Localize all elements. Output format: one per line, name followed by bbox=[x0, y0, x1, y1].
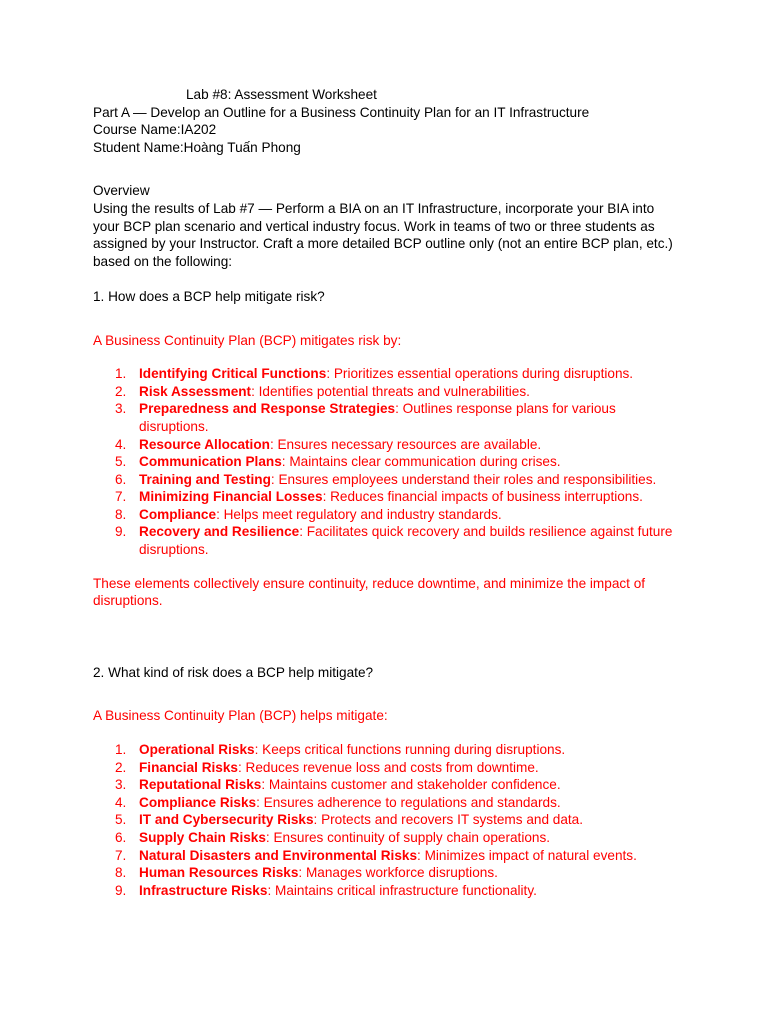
question-2: 2. What kind of risk does a BCP help mitigate? bbox=[93, 664, 374, 680]
list-item: 1. Identifying Critical Functions: Prioritizes essential operations during disruptions. bbox=[115, 366, 634, 382]
list-item: 7. Natural Disasters and Environmental Risks: Minimizes impact of natural events. bbox=[115, 847, 637, 863]
list-item: 2. Risk Assessment: Identifies potential threats and vulnerabilities. bbox=[115, 383, 530, 399]
list-item: 9. Infrastructure Risks: Maintains critical infrastructure functionality. bbox=[115, 882, 537, 898]
list-item: 8. Human Resources Risks: Manages workforce disruptions. bbox=[115, 865, 498, 881]
part-heading: Part A — Develop an Outline for a Business Continuity Plan for an IT Infrastructure bbox=[93, 104, 590, 120]
course-name: Course Name:IA202 bbox=[93, 122, 217, 138]
overview-text: Using the results of Lab #7 — Perform a BIA on an IT Infrastructure, incorporate your BIA into your BCP plan scenario and vertical industry focus. Work in teams of two or three students as assigned by your Instructor. Craft a more detailed BCP outline only (not an entire BCP plan, etc.) based on the following: bbox=[93, 200, 673, 269]
answer-2-intro: A Business Continuity Plan (BCP) helps mitigate: bbox=[93, 708, 388, 724]
list-item: 8. Compliance: Helps meet regulatory and industry standards. bbox=[115, 506, 502, 522]
list-item: 3. Preparedness and Response Strategies: Outlines response plans for various disruptions. bbox=[115, 401, 616, 434]
list-item: 9. Recovery and Resilience: Facilitates quick recovery and builds resilience against future disruptions. bbox=[115, 524, 673, 558]
doc-title: Lab #8: Assessment Worksheet bbox=[186, 87, 377, 102]
list-item: 6. Supply Chain Risks: Ensures continuity of supply chain operations. bbox=[115, 830, 551, 845]
answer-1-list bbox=[93, 365, 683, 559]
answer-1-intro: A Business Continuity Plan (BCP) mitigates risk by: bbox=[93, 332, 402, 348]
student-name: Student Name:Hoàng Tuấn Phong bbox=[93, 139, 301, 155]
answer-1-conclusion: These elements collectively ensure continuity, reduce downtime, and minimize the impact of disruptions. bbox=[93, 575, 646, 609]
list-item: 5. Communication Plans: Maintains clear communication during crises. bbox=[115, 454, 561, 470]
overview-heading: Overview bbox=[93, 183, 150, 199]
list-item: 2. Financial Risks: Reduces revenue loss and costs from downtime. bbox=[115, 759, 539, 775]
question-1: 1. How does a BCP help mitigate risk? bbox=[93, 288, 325, 304]
answer-2-list bbox=[93, 741, 683, 899]
list-item: 5. IT and Cybersecurity Risks: Protects and recovers IT systems and data. bbox=[115, 812, 584, 828]
list-item: 6. Training and Testing: Ensures employees understand their roles and responsibilities. bbox=[115, 471, 657, 487]
list-item: 7. Minimizing Financial Losses: Reduces financial impacts of business interruptions. bbox=[115, 489, 643, 505]
list-item: 4. Compliance Risks: Ensures adherence to regulations and standards. bbox=[115, 794, 561, 810]
list-item: 3. Reputational Risks: Maintains customer and stakeholder confidence. bbox=[115, 777, 561, 793]
list-item: 4. Resource Allocation: Ensures necessary resources are available. bbox=[115, 436, 542, 452]
document-page bbox=[93, 86, 683, 899]
list-item: 1. Operational Risks: Keeps critical functions running during disruptions. bbox=[115, 742, 566, 758]
